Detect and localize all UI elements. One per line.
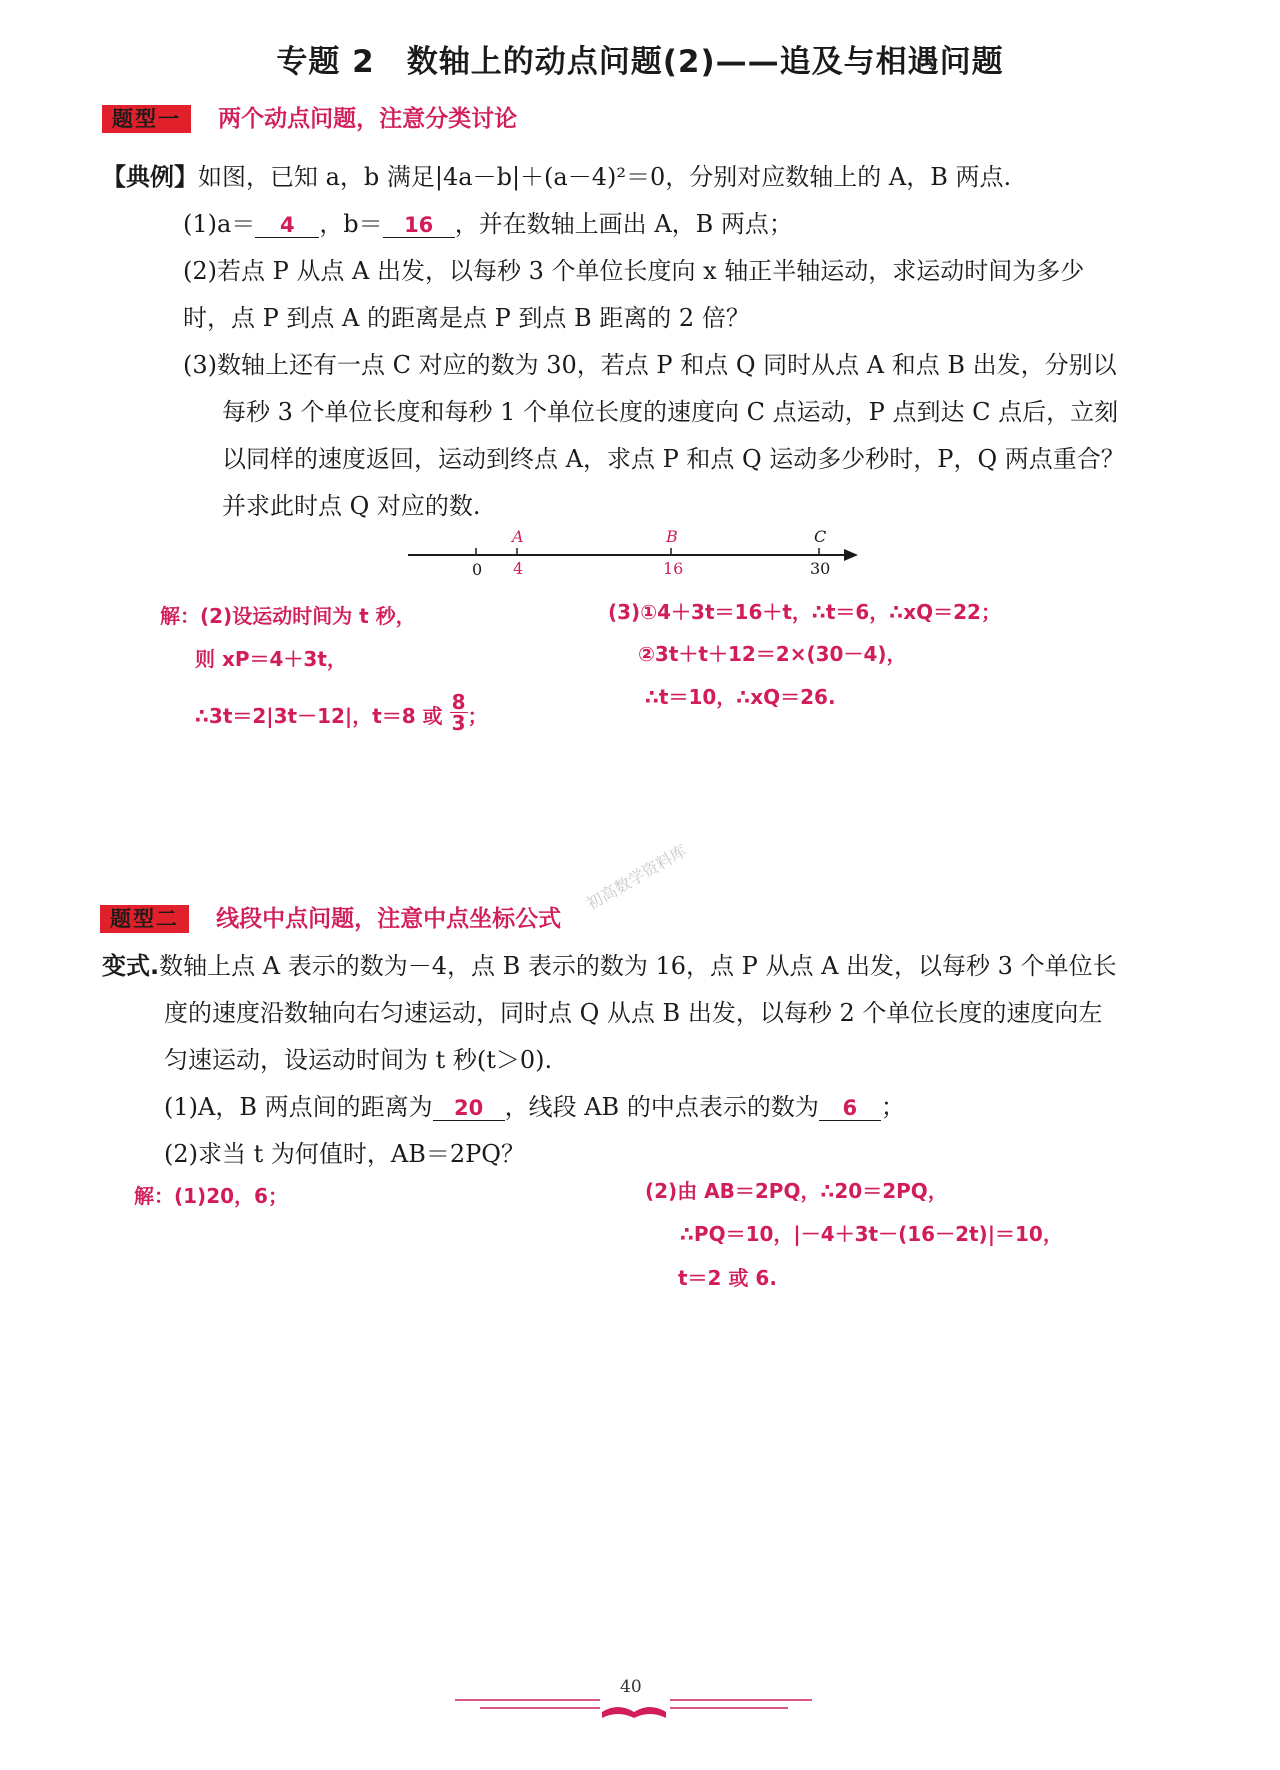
example-statement xyxy=(102,157,1011,192)
variant-solution-2-line3: t＝2 或 6. xyxy=(678,1266,777,1290)
book-icon xyxy=(602,1707,666,1718)
section1-heading: 两个动点问题，注意分类讨论 xyxy=(218,106,518,132)
example-label: 【典例】 xyxy=(102,163,198,191)
watermark: 初高数学资料库 xyxy=(583,841,690,914)
question-1 xyxy=(183,204,793,239)
solution-2-line2: 则 xP＝4＋3t， xyxy=(195,647,347,671)
variant-solution-2-line1: (2)由 AB＝2PQ，∴20＝2PQ， xyxy=(645,1179,948,1203)
number-line xyxy=(400,525,870,590)
solution-2-eq: ∴3t＝2|3t－12|，t＝8 或 xyxy=(195,704,443,728)
question-2-line1: (2)若点 P 从点 A 出发，以每秒 3 个单位长度向 x 轴正半轴运动，求运动时间为多少 xyxy=(183,257,1085,285)
vq1-text-a: (1)A，B 两点间的距离为 xyxy=(164,1093,433,1121)
fraction-denominator: 3 xyxy=(451,711,466,735)
variant-solution-1: 解：(1)20，6； xyxy=(134,1184,288,1208)
section1-header xyxy=(102,100,517,133)
solution-3-line2: ②3t＋t＋12＝2×(30－4)， xyxy=(638,642,907,666)
variant-label: 变式. xyxy=(102,952,160,980)
point-label-a: A xyxy=(512,527,524,546)
point-label-b: B xyxy=(666,527,678,546)
question-2-line2: 时，点 P 到点 A 的距离是点 P 到点 B 距离的 2 倍？ xyxy=(183,304,750,332)
question-3-line4: 并求此时点 Q 对应的数. xyxy=(222,492,481,520)
question-3-line3: 以同样的速度返回，运动到终点 A，求点 P 和点 Q 运动多少秒时，P，Q 两点重合？ xyxy=(222,445,1125,473)
variant-question-2: (2)求当 t 为何值时，AB＝2PQ？ xyxy=(164,1140,525,1168)
answer-blank-distance: 20 xyxy=(433,1096,505,1121)
variant-line1 xyxy=(102,946,1117,981)
fraction-8-3 xyxy=(450,692,468,733)
answer-blank-b: 16 xyxy=(383,213,455,238)
variant-line3: 匀速运动，设运动时间为 t 秒(t＞0). xyxy=(164,1046,553,1074)
answer-blank-midpoint: 6 xyxy=(819,1096,881,1121)
tick-label-30: 30 xyxy=(810,559,831,578)
page-number: 40 xyxy=(620,1677,642,1697)
variant-text-1: 数轴上点 A 表示的数为－4，点 B 表示的数为 16，点 P 从点 A 出发，以每秒 3 个单位长 xyxy=(159,952,1117,980)
variant-solution-2-line2: ∴PQ＝10，|－4＋3t－(16－2t)|＝10， xyxy=(680,1222,1063,1246)
tick-label-16: 16 xyxy=(663,559,684,578)
section2-heading: 线段中点问题，注意中点坐标公式 xyxy=(216,906,562,932)
vq1-text-b: ，线段 AB 的中点表示的数为 xyxy=(504,1093,819,1121)
answer-blank-a: 4 xyxy=(255,213,319,238)
solution-3-line3: ∴t＝10，∴xQ＝26. xyxy=(645,685,836,709)
example-text: 如图，已知 a，b 满足|4a－b|＋(a－4)²＝0，分别对应数轴上的 A，B 两点. xyxy=(198,163,1012,191)
variant-question-1 xyxy=(164,1087,905,1122)
tick-label-0: 0 xyxy=(472,560,483,579)
fraction-numerator: 8 xyxy=(451,690,466,714)
axis-arrow xyxy=(844,549,858,561)
section2-tag: 题型二 xyxy=(100,905,189,933)
solution-3-line1: (3)①4＋3t＝16＋t，∴t＝6，∴xQ＝22； xyxy=(608,600,1001,624)
section1-tag: 题型一 xyxy=(102,105,191,133)
section2-header xyxy=(100,900,561,933)
variant-line2: 度的速度沿数轴向右匀速运动，同时点 Q 从点 B 出发，以每秒 2 个单位长度的速度向左 xyxy=(164,999,1103,1027)
solution-2-line3 xyxy=(195,690,488,735)
solution-2-line1: 解：(2)设运动时间为 t 秒， xyxy=(160,604,416,628)
tick-label-4: 4 xyxy=(513,559,524,578)
q1-text-end: ，并在数轴上画出 A，B 两点； xyxy=(454,210,793,238)
q1-text-b: ，b＝ xyxy=(319,210,383,238)
solution-2-end: ； xyxy=(467,704,488,728)
q1-text-a: (1)a＝ xyxy=(183,210,256,238)
page-title: 专题 2 数轴上的动点问题(2)——追及与相遇问题 xyxy=(276,44,1004,80)
vq1-text-end: ； xyxy=(880,1093,905,1121)
question-3-line2: 每秒 3 个单位长度和每秒 1 个单位长度的速度向 C 点运动，P 点到达 C 点后，立刻 xyxy=(222,398,1119,426)
point-label-c: C xyxy=(814,527,827,546)
question-3-line1: (3)数轴上还有一点 C 对应的数为 30，若点 P 和点 Q 同时从点 A 和点 B 出发，分别以 xyxy=(183,351,1117,379)
